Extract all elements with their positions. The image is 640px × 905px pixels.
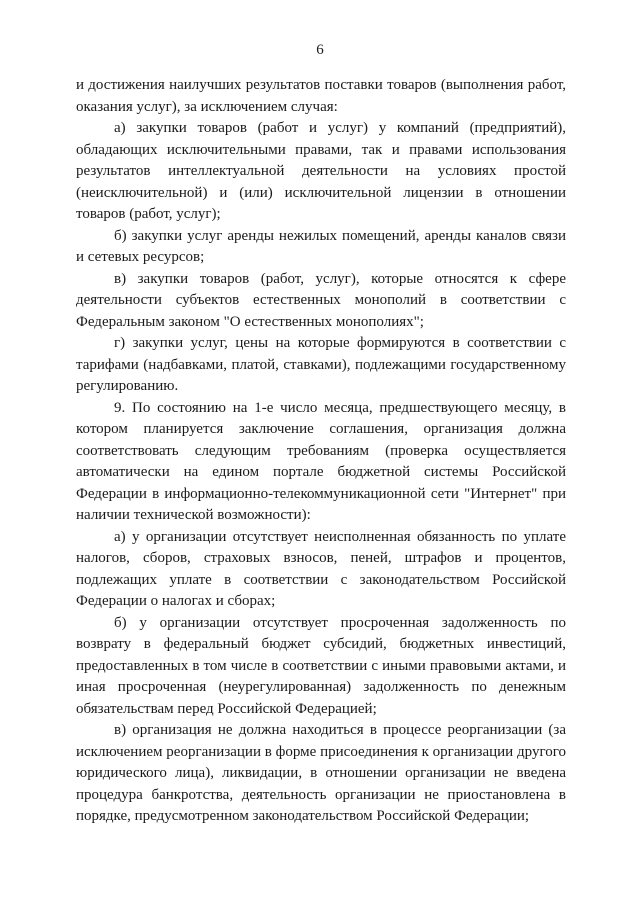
page-number: 6 [316,42,324,58]
document-body [76,75,566,828]
paragraph-item-b: б) закупки услуг аренды нежилых помещений, аренды каналов связи и сетевых ресурсов; [76,227,566,265]
paragraph-item-g: г) закупки услуг, цены на которые формируются в соответствии с тарифами (надбавками, платой, ставками), подлежащими государственному регулированию. [76,335,566,394]
paragraph-item-v: в) закупки товаров (работ, услуг), которые относятся к сфере деятельности субъектов естественных монополий в соответствии с Федеральным законом "О естественных монополиях"; [76,270,566,330]
paragraph-9-item-b: б) у организации отсутствует просроченная задолженность по возврату в федеральный бюджет субсидий, бюджетных инвестиций, предоставленных в том числе в соответствии с иными правовыми актами, и иная просроченная (неурегулированная) задолженность по денежным обязательствам перед Российской Федерацией; [76,614,566,717]
paragraph-continuation: и достижения наилучших результатов поставки товаров (выполнения работ, оказания услуг), за исключением случая: [76,77,566,115]
paragraph-9-item-v: в) организация не должна находиться в процессе реорганизации (за исключением реорганизации в форме присоединения к организации другого юридического лица), ликвидации, в отношении организации не введена процедура банкротства, деятельность организации не приостановлена в порядке, предусмотренном законодательством Российской Федерации; [76,722,566,824]
paragraph-item-a: а) закупки товаров (работ и услуг) у компаний (предприятий), обладающих исключительными правами, так и правами использования результатов интеллектуальной деятельности на условиях простой (неисключительной) и (или) исключительной лицензии в отношении товаров (работ, услуг); [76,120,566,222]
paragraph-section-9: 9. По состоянию на 1-е число месяца, предшествующего месяцу, в котором планируется заключение соглашения, организация должна соответствовать следующим требованиям (проверка осуществляется автоматически на едином портале бюджетной системы Российской Федерации в информационно-телекоммуникационной сети "Интернет" при наличии технической возможности): [76,399,566,523]
paragraph-9-item-a: а) у организации отсутствует неисполненная обязанность по уплате налогов, сборов, страховых взносов, пеней, штрафов и процентов, подлежащих уплате в соответствии с законодательством Российской Федерации о налогах и сборах; [76,528,566,609]
